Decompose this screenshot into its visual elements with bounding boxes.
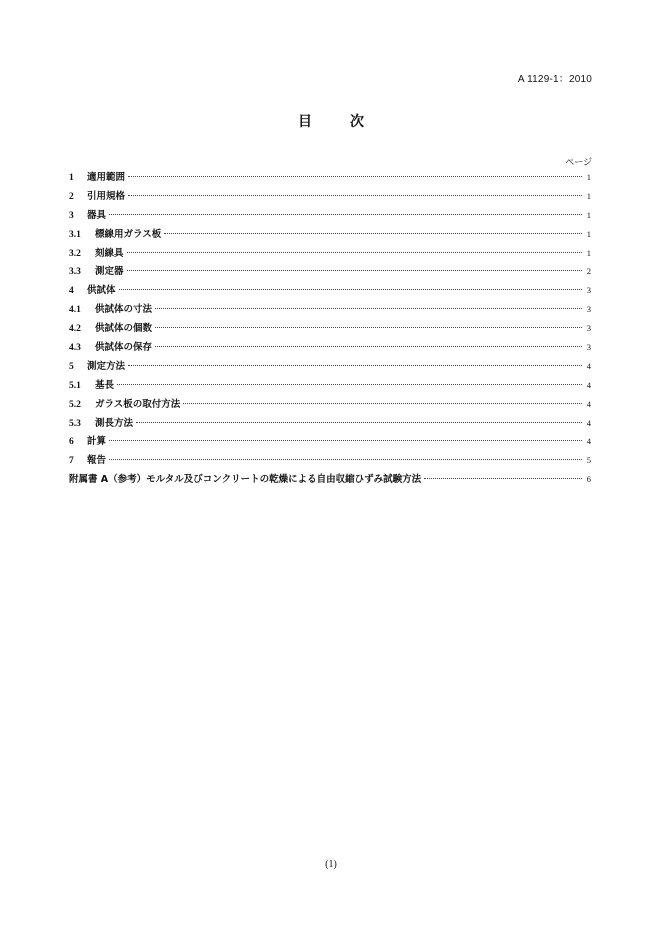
dot-leader: [117, 384, 582, 385]
toc-entry-page: 2: [586, 266, 591, 277]
dot-leader: [128, 365, 582, 366]
toc-entry-number: 1: [69, 173, 74, 183]
toc-entry-number: 5.2: [69, 399, 81, 410]
toc-entry[interactable]: [69, 207, 591, 226]
toc-entry[interactable]: [69, 433, 591, 452]
toc-entry-number: 5: [69, 361, 74, 372]
page-number-footer: (1): [325, 859, 337, 870]
toc-entry-title: 刻線具: [95, 247, 124, 259]
toc-entry-number: 4: [69, 286, 74, 297]
toc-entry[interactable]: [69, 452, 591, 471]
toc-entry-number: 3.1: [69, 229, 81, 240]
toc-entry[interactable]: [69, 263, 591, 282]
toc-entry-title: 測長方法: [95, 417, 134, 429]
dot-leader: [128, 176, 582, 177]
toc-entry-number: 3: [69, 210, 74, 221]
table-of-contents: [69, 169, 591, 490]
toc-entry-page: 1: [586, 247, 591, 258]
toc-entry[interactable]: [69, 415, 591, 434]
toc-entry-number: 5.1: [69, 380, 81, 391]
dot-leader: [127, 270, 582, 271]
toc-entry-number: 5.3: [69, 418, 81, 429]
toc-entry-title: 器具: [87, 209, 107, 221]
toc-entry-page: 4: [586, 436, 591, 447]
page-column-label: ページ: [565, 158, 592, 168]
dot-leader: [119, 289, 582, 290]
toc-entry-number: 4.3: [69, 343, 81, 354]
toc-entry[interactable]: [69, 245, 591, 264]
dot-leader: [155, 308, 582, 309]
dot-leader: [127, 252, 582, 253]
dot-leader: [136, 422, 582, 423]
dot-leader: [183, 403, 582, 404]
page-title: 目 次: [298, 114, 376, 130]
toc-entry-page: 4: [586, 379, 591, 390]
toc-entry-page: 3: [586, 285, 591, 296]
toc-entry[interactable]: [69, 339, 591, 358]
toc-entry-page: 3: [586, 304, 591, 315]
toc-entry-title: 供試体の寸法: [95, 304, 153, 316]
toc-entry-title: 標線用ガラス板: [95, 228, 162, 240]
toc-entry[interactable]: [69, 358, 591, 377]
toc-entry-page: 3: [586, 323, 591, 334]
toc-entry-number: 3.2: [69, 248, 81, 259]
dot-leader: [424, 478, 582, 479]
toc-entry-title: 計算: [87, 436, 107, 448]
toc-entry[interactable]: [69, 301, 591, 320]
toc-entry[interactable]: [69, 396, 591, 415]
toc-entry[interactable]: [69, 471, 591, 490]
toc-entry[interactable]: [69, 282, 591, 301]
dot-leader: [155, 346, 582, 347]
toc-entry-number: 2: [69, 191, 74, 202]
toc-entry-number: 4.2: [69, 324, 81, 335]
dot-leader: [109, 440, 582, 441]
toc-entry[interactable]: [69, 188, 591, 207]
toc-entry-title: 附属書 A（参考）モルタル及びコンクリートの乾燥による自由収縮ひずみ試験方法: [69, 474, 422, 486]
toc-entry-page: 1: [586, 228, 591, 239]
toc-entry-page: 1: [586, 190, 591, 201]
toc-entry-title: 測定器: [95, 266, 124, 278]
toc-entry-title: 報告: [87, 455, 107, 467]
toc-entry-page: 4: [586, 398, 591, 409]
dot-leader: [109, 214, 582, 215]
dot-leader: [155, 327, 582, 328]
toc-entry-title: 基長: [95, 379, 115, 391]
toc-entry-number: 6: [69, 437, 74, 448]
toc-entry-number: 4.1: [69, 305, 81, 316]
toc-entry-page: 3: [586, 342, 591, 353]
toc-entry-page: 5: [586, 455, 591, 466]
toc-entry-page: 1: [586, 172, 591, 182]
toc-entry-page: 4: [586, 417, 591, 428]
toc-entry[interactable]: [69, 169, 591, 188]
toc-entry-title: 測定方法: [87, 360, 126, 372]
toc-entry-title: 供試体の個数: [95, 323, 153, 335]
toc-entry-number: 3.3: [69, 267, 81, 278]
toc-entry-page: 4: [586, 360, 591, 371]
toc-entry[interactable]: [69, 320, 591, 339]
toc-entry-title: ガラス板の取付方法: [95, 398, 181, 410]
toc-entry-title: 適用範囲: [87, 172, 126, 183]
toc-entry-title: 供試体の保存: [95, 342, 153, 354]
toc-entry-title: 供試体: [87, 285, 116, 297]
toc-entry-title: 引用規格: [87, 190, 126, 202]
toc-entry[interactable]: [69, 377, 591, 396]
toc-entry-number: 7: [69, 456, 74, 467]
toc-entry[interactable]: [69, 226, 591, 245]
dot-leader: [164, 233, 582, 234]
dot-leader: [128, 195, 582, 196]
document-id: A 1129-1：2010: [517, 74, 592, 85]
dot-leader: [109, 459, 582, 460]
toc-entry-page: 1: [586, 209, 591, 220]
toc-entry-page: 6: [586, 474, 591, 485]
